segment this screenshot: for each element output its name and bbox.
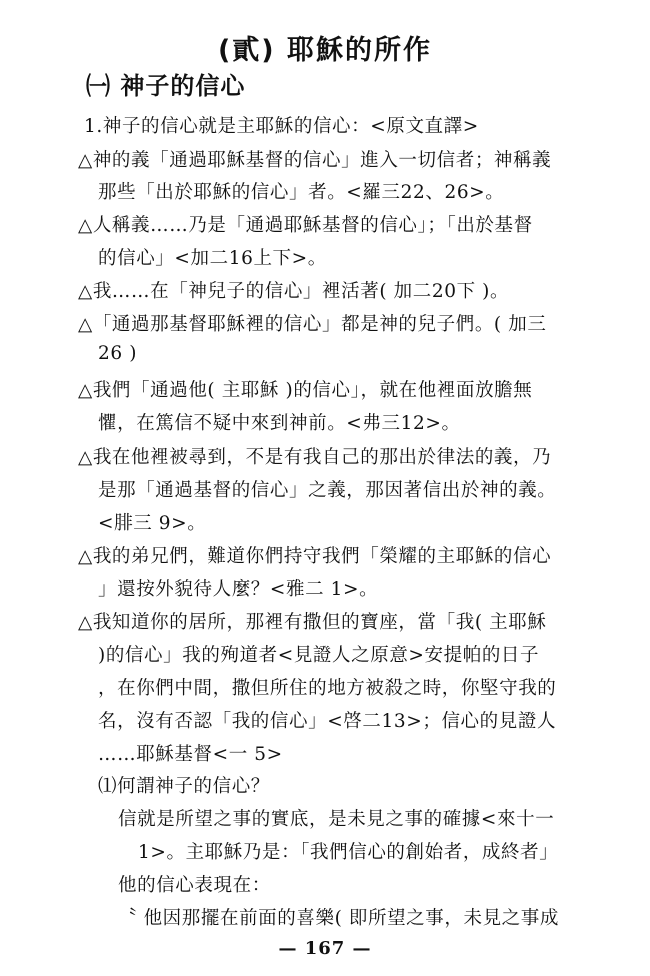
text-line: 」還按外貌待人麼？<雅二 1>。 bbox=[98, 579, 379, 600]
text-line: △我……在「神兒子的信心」裡活著( 加二20下 )。 bbox=[78, 281, 510, 302]
chapter-title: (貳) 耶穌的所作 bbox=[217, 35, 433, 66]
text-line: △我知道你的居所，那裡有撒但的寶座，當「我( 主耶穌 bbox=[78, 612, 547, 633]
text-line: 1>。主耶穌乃是：「我們信心的創始者，成終者」 bbox=[138, 842, 559, 863]
text-line: 懼，在篤信不疑中來到神前。<弗三12>。 bbox=[98, 413, 461, 434]
text-line: 26 ) bbox=[98, 343, 138, 364]
text-line: 是那「通過基督的信心」之義，那因著信出於神的義。 bbox=[98, 480, 557, 501]
text-line: <腓三 9>。 bbox=[98, 513, 207, 534]
text-line: 那些「出於耶穌的信心」者。<羅三22、26>。 bbox=[98, 182, 505, 203]
text-line: △我在他裡被尋到，不是有我自己的那出於律法的義，乃 bbox=[78, 447, 552, 468]
text-line: 信就是所望之事的實底，是未見之事的確據<來十一 bbox=[118, 809, 555, 830]
text-line: 〝 他因那擺在前面的喜樂( 即所望之事，未見之事成 bbox=[118, 908, 559, 929]
text-line: 1.神子的信心就是主耶穌的信心：<原文直譯> bbox=[84, 116, 479, 137]
text-line: △我們「通過他( 主耶穌 )的信心」，就在他裡面放膽無 bbox=[78, 380, 533, 401]
text-line: 名，沒有否認「我的信心」<啓二13>；信心的見證人 bbox=[98, 711, 557, 732]
text-line: 他的信心表現在： bbox=[118, 875, 271, 896]
text-line: △我的弟兄們，難道你們持守我們「榮耀的主耶穌的信心 bbox=[78, 546, 552, 567]
section-heading: ㈠ 神子的信心 bbox=[86, 72, 246, 100]
text-line: ，在你們中間，撒但所住的地方被殺之時，你堅守我的 bbox=[98, 678, 557, 699]
text-line: △「通過那基督耶穌裡的信心」都是神的兒子們。( 加三 bbox=[78, 314, 547, 335]
text-line: △神的義「通過耶穌基督的信心」進入一切信者；神稱義 bbox=[78, 150, 552, 171]
text-line: ……耶穌基督<一 5> bbox=[98, 744, 283, 765]
page-number: — 167 — bbox=[278, 938, 372, 959]
text-line: ⑴何謂神子的信心？ bbox=[98, 776, 270, 797]
text-line: 的信心」<加二16上下>。 bbox=[98, 248, 327, 269]
text-line: )的信心」我的殉道者<見證人之原意>安提帕的日子 bbox=[98, 645, 540, 666]
text-line: △人稱義……乃是「通過耶穌基督的信心」；「出於基督 bbox=[78, 215, 533, 236]
